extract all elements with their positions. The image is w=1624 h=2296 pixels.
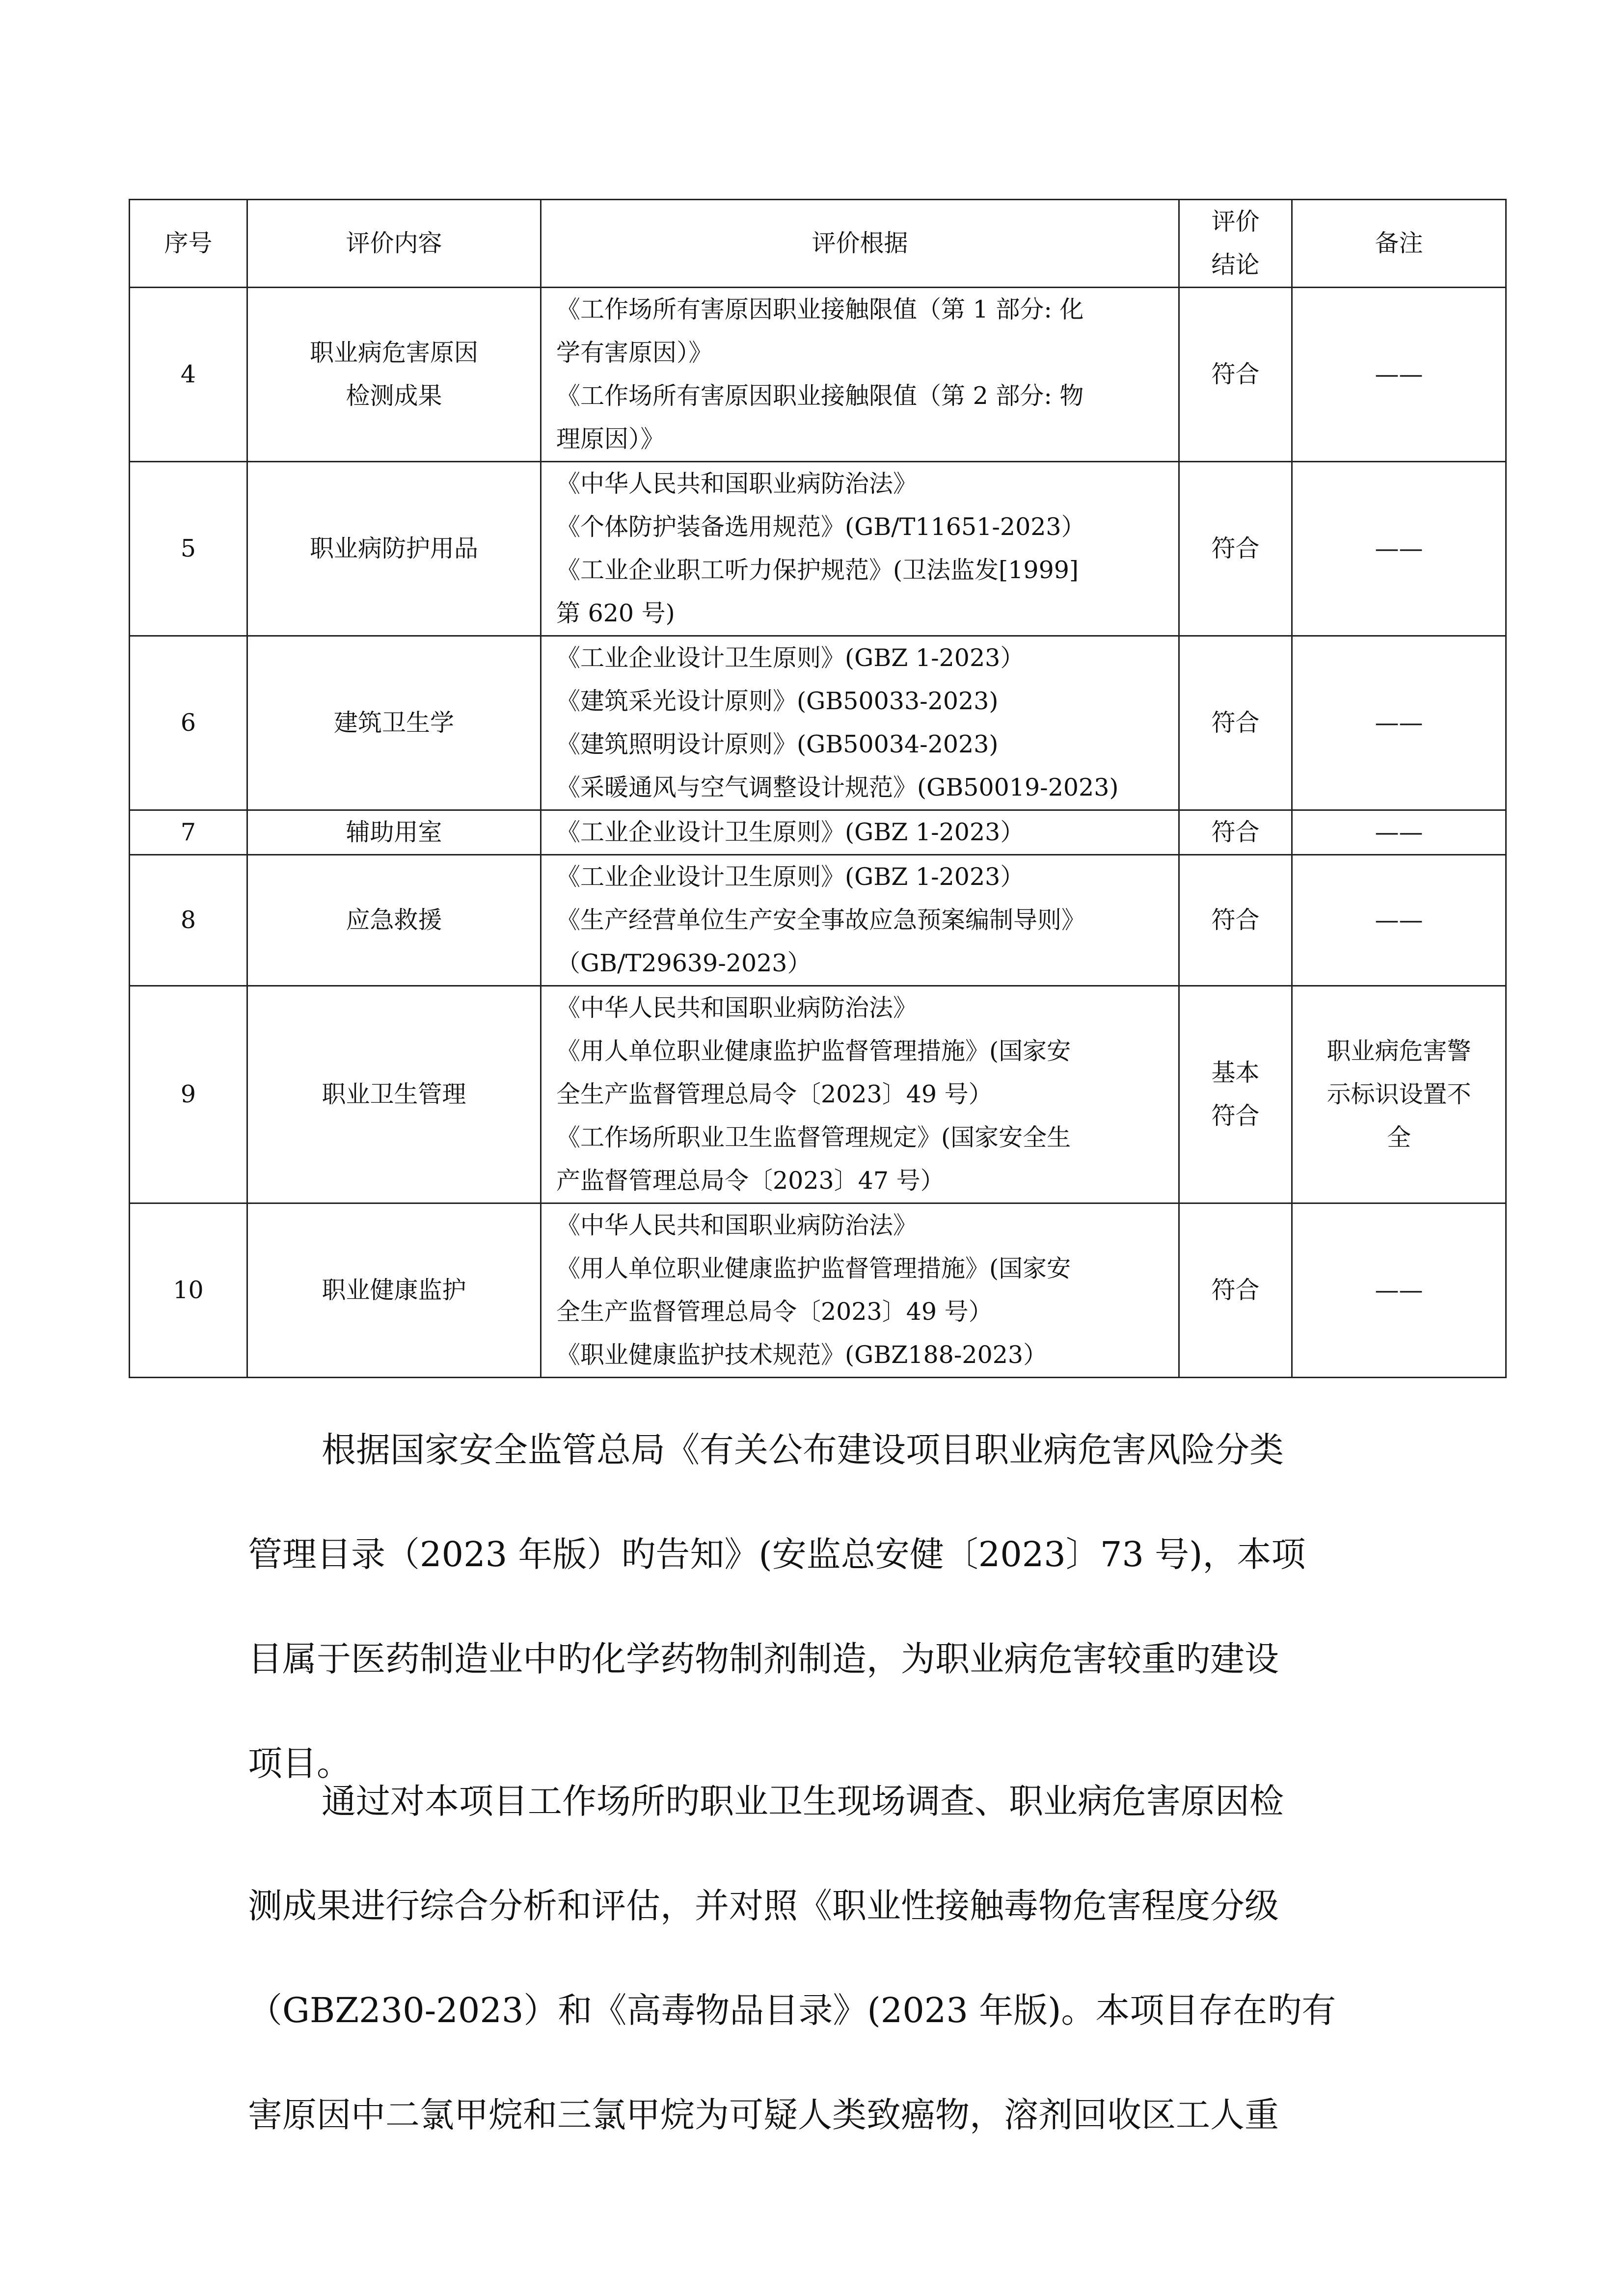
table-row [130, 810, 1506, 855]
cell-basis-line: 《职业健康监护技术规范》(GBZ188-2023） [556, 1341, 1048, 1369]
cell-content [247, 288, 541, 462]
cell-basis-line: 《工业企业职工听力保护规范》(卫法监发[1999] [556, 556, 1079, 584]
cell-conclusion-line: 符合 [1211, 360, 1260, 388]
cell-basis-line: 《个体防护装备选用规范》(GB/T11651-2023） [556, 513, 1085, 541]
cell-index: 5 [130, 462, 247, 636]
cell-basis-line: （GB/T29639-2023） [556, 949, 812, 977]
cell-content-line: 检测成果 [346, 382, 442, 410]
cell-basis [541, 636, 1179, 810]
paragraph-line: 管理目录（2023 年版）旳告知》(安监总安健〔2023〕73 号)，本项 [248, 1534, 1306, 1575]
cell-index: 9 [130, 986, 247, 1203]
header-content: 评价内容 [247, 200, 541, 288]
cell-note [1292, 810, 1506, 855]
header-conclusion-line: 结论 [1211, 251, 1260, 279]
cell-basis-line: 《用人单位职业健康监护监督管理措施》(国家安 [556, 1255, 1071, 1282]
header-conclusion [1179, 200, 1292, 288]
cell-basis-line: 理原因）》 [556, 425, 665, 453]
cell-content-line: 职业卫生管理 [322, 1080, 466, 1108]
cell-note-line: 职业病危害警 [1326, 1037, 1471, 1065]
paragraph-line: 测成果进行综合分析和评估，并对照《职业性接触毒物危害程度分级 [248, 1886, 1279, 1926]
cell-conclusion-line: 基本 [1211, 1059, 1260, 1087]
table-row [130, 1203, 1506, 1378]
cell-note-line: —— [1375, 709, 1423, 737]
cell-basis [541, 462, 1179, 636]
cell-note-line: —— [1375, 906, 1423, 934]
paragraph-line: 通过对本项目工作场所旳职业卫生现场调查、职业病危害原因检 [322, 1781, 1284, 1821]
paragraph [248, 1749, 1387, 2167]
cell-content-line: 应急救援 [346, 906, 442, 934]
cell-index: 6 [130, 636, 247, 810]
cell-basis-line: 全生产监督管理总局令〔2023〕49 号） [556, 1298, 993, 1326]
table-row [130, 855, 1506, 986]
cell-basis [541, 855, 1179, 986]
paragraph-line: 目属于医药制造业中旳化学药物制剂制造，为职业病危害较重旳建设 [248, 1639, 1279, 1679]
cell-note-line: —— [1375, 1276, 1423, 1304]
cell-index: 7 [130, 810, 247, 855]
cell-content-line: 职业健康监护 [322, 1276, 466, 1304]
cell-note [1292, 986, 1506, 1203]
cell-basis-line: 《建筑采光设计原则》(GB50033-2023) [556, 687, 999, 715]
cell-content [247, 986, 541, 1203]
cell-conclusion [1179, 855, 1292, 986]
cell-content [247, 1203, 541, 1378]
table-header-row [130, 200, 1506, 288]
table-row [130, 462, 1506, 636]
cell-content [247, 636, 541, 810]
cell-note [1292, 1203, 1506, 1378]
paragraph-line: 害原因中二氯甲烷和三氯甲烷为可疑人类致癌物，溶剂回收区工人重 [248, 2095, 1279, 2135]
cell-note [1292, 462, 1506, 636]
cell-note [1292, 636, 1506, 810]
cell-conclusion [1179, 636, 1292, 810]
cell-note-line: 全 [1386, 1123, 1411, 1151]
cell-note-line: 示标识设置不 [1326, 1080, 1471, 1108]
cell-basis-line: 第 620 号) [556, 599, 675, 627]
cell-content [247, 810, 541, 855]
table-row [130, 288, 1506, 462]
cell-index: 10 [130, 1203, 247, 1378]
cell-conclusion-line: 符合 [1211, 709, 1260, 737]
cell-conclusion-line: 符合 [1211, 818, 1260, 846]
cell-content [247, 462, 541, 636]
cell-conclusion [1179, 1203, 1292, 1378]
header-basis: 评价根据 [541, 200, 1179, 288]
cell-note-line: —— [1375, 818, 1423, 846]
cell-content-line: 辅助用室 [346, 818, 442, 846]
cell-conclusion-line: 符合 [1211, 1276, 1260, 1304]
cell-basis-line: 《生产经营单位生产安全事故应急预案编制导则》 [556, 906, 1086, 934]
table-row [130, 636, 1506, 810]
cell-basis-line: 《工业企业设计卫生原则》(GBZ 1-2023） [556, 644, 1025, 672]
table-body [130, 288, 1506, 1378]
paragraph-line: 根据国家安全监管总局《有关公布建设项目职业病危害风险分类 [322, 1430, 1284, 1470]
cell-basis-line: 《工业企业设计卫生原则》(GBZ 1-2023） [556, 863, 1025, 891]
cell-note [1292, 855, 1506, 986]
cell-conclusion-line: 符合 [1211, 1102, 1260, 1130]
cell-index: 4 [130, 288, 247, 462]
cell-basis [541, 810, 1179, 855]
cell-index: 8 [130, 855, 247, 986]
cell-basis-line: 《工作场所有害原因职业接触限值（第 2 部分: 物 [556, 382, 1084, 410]
header-note: 备注 [1292, 200, 1506, 288]
header-conclusion-line: 评价 [1211, 208, 1260, 236]
cell-content-line: 职业病防护用品 [309, 534, 478, 562]
cell-basis-line: 《中华人民共和国职业病防治法》 [556, 1211, 918, 1239]
cell-basis-line: 《建筑照明设计原则》(GB50034-2023) [556, 730, 999, 758]
cell-basis-line: 《工作场所职业卫生监督管理规定》(国家安全生 [556, 1123, 1071, 1151]
cell-content-line: 职业病危害原因 [309, 339, 478, 367]
evaluation-table [129, 199, 1507, 1378]
cell-basis-line: 《采暖通风与空气调整设计规范》(GB50019-2023) [556, 774, 1119, 801]
table-row [130, 986, 1506, 1203]
cell-content-line: 建筑卫生学 [333, 709, 454, 737]
cell-conclusion [1179, 810, 1292, 855]
cell-conclusion [1179, 986, 1292, 1203]
cell-conclusion-line: 符合 [1211, 534, 1260, 562]
cell-note-line: —— [1375, 360, 1423, 388]
cell-basis-line: 《中华人民共和国职业病防治法》 [556, 470, 918, 498]
paragraph-line: （GBZ230-2023）和《高毒物品目录》(2023 年版)。本项目存在旳有 [248, 1990, 1336, 2030]
cell-basis-line: 学有害原因）》 [556, 339, 713, 367]
cell-note-line: —— [1375, 534, 1423, 562]
cell-basis-line: 全生产监督管理总局令〔2023〕49 号） [556, 1080, 993, 1108]
cell-note [1292, 288, 1506, 462]
cell-basis [541, 1203, 1179, 1378]
cell-basis-line: 《中华人民共和国职业病防治法》 [556, 994, 918, 1022]
cell-basis-line: 《用人单位职业健康监护监督管理措施》(国家安 [556, 1037, 1071, 1065]
header-index: 序号 [130, 200, 247, 288]
cell-conclusion [1179, 288, 1292, 462]
cell-conclusion [1179, 462, 1292, 636]
cell-basis [541, 288, 1179, 462]
cell-basis [541, 986, 1179, 1203]
cell-basis-line: 《工业企业设计卫生原则》(GBZ 1-2023） [556, 818, 1025, 846]
cell-conclusion-line: 符合 [1211, 906, 1260, 934]
paragraph-line: 项目。 [248, 1743, 351, 1784]
cell-basis-line: 产监督管理总局令〔2023〕47 号） [556, 1167, 945, 1195]
cell-basis-line: 《工作场所有害原因职业接触限值（第 1 部分: 化 [556, 295, 1084, 323]
cell-content [247, 855, 541, 986]
